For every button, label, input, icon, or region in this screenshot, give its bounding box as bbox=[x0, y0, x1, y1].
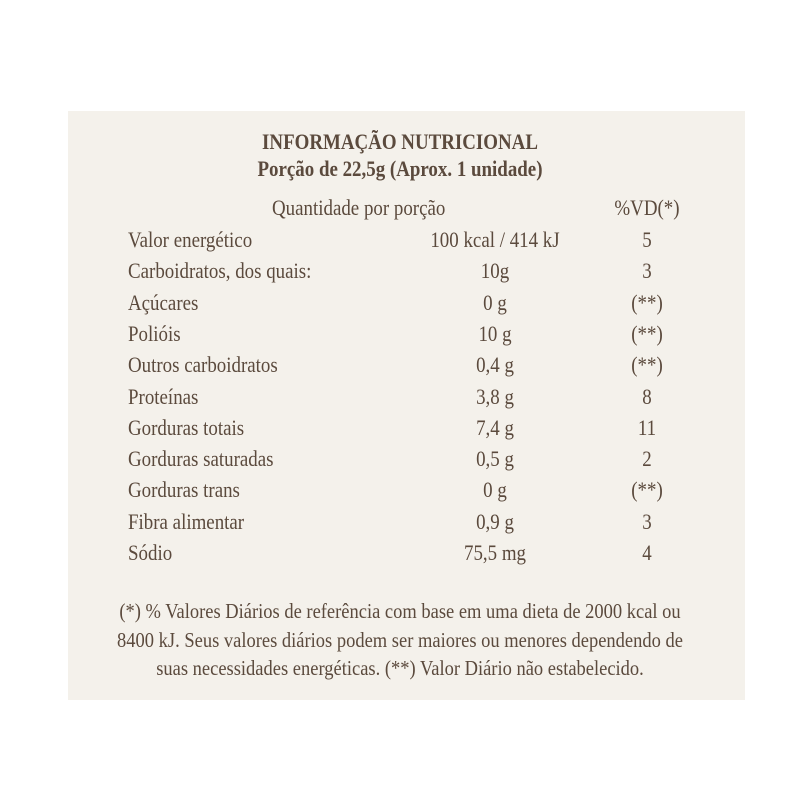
nutrient-row bbox=[0, 509, 800, 535]
column-header-dv: %VD(*) bbox=[614, 195, 680, 220]
nutrient-amount: 3,8 g bbox=[476, 383, 514, 409]
nutrient-label: Gorduras trans bbox=[128, 477, 240, 503]
nutrient-amount: 10 g bbox=[478, 320, 512, 346]
nutrient-row bbox=[0, 540, 800, 566]
nutrient-amount: 0 g bbox=[483, 289, 507, 315]
nutrient-label: Outros carboidratos bbox=[128, 352, 278, 378]
nutrient-dv: 3 bbox=[642, 508, 652, 534]
nutrient-row bbox=[0, 258, 800, 284]
nutrient-amount: 100 kcal / 414 kJ bbox=[430, 227, 560, 252]
nutrient-amount: 0,9 g bbox=[476, 508, 514, 534]
footnote-line-1: (*) % Valores Diários de referência com base em uma dieta de 2000 kcal ou bbox=[119, 599, 681, 623]
column-header-amount: Quantidade por porção bbox=[272, 195, 446, 220]
nutrient-dv: (**) bbox=[631, 352, 663, 378]
nutrient-dv: (**) bbox=[631, 289, 663, 315]
nutrient-dv: 4 bbox=[642, 540, 652, 565]
nutrient-label: Polióis bbox=[128, 320, 181, 346]
nutrient-dv: 3 bbox=[642, 258, 652, 284]
nutrient-row bbox=[0, 352, 800, 378]
nutrient-label: Sódio bbox=[128, 540, 173, 565]
nutrient-dv: (**) bbox=[631, 320, 663, 346]
nutrient-row bbox=[0, 321, 800, 347]
nutrient-amount: 7,4 g bbox=[476, 414, 514, 440]
nutrient-dv: 2 bbox=[642, 446, 652, 472]
nutrient-row bbox=[0, 384, 800, 410]
nutrient-amount: 0,5 g bbox=[476, 446, 514, 472]
nutrition-title: INFORMAÇÃO NUTRICIONAL bbox=[262, 129, 538, 154]
nutrient-row bbox=[0, 446, 800, 472]
nutrient-dv: (**) bbox=[631, 477, 663, 503]
nutrient-dv: 11 bbox=[637, 414, 657, 440]
nutrient-row bbox=[0, 415, 800, 441]
nutrient-label: Carboidratos, dos quais: bbox=[128, 258, 312, 284]
nutrient-label: Açúcares bbox=[128, 289, 199, 315]
nutrient-row bbox=[0, 227, 800, 253]
nutrient-label: Fibra alimentar bbox=[128, 508, 245, 534]
nutrient-dv: 8 bbox=[642, 383, 652, 409]
nutrient-amount: 10g bbox=[480, 258, 510, 284]
nutrient-label: Valor energético bbox=[128, 227, 253, 252]
nutrient-label: Gorduras saturadas bbox=[128, 446, 274, 472]
nutrient-amount: 0,4 g bbox=[476, 352, 514, 378]
nutrient-row bbox=[0, 290, 800, 316]
footnote-line-2: 8400 kJ. Seus valores diários podem ser maiores ou menores dependendo de bbox=[117, 628, 683, 652]
nutrient-amount: 0 g bbox=[483, 477, 507, 503]
nutrient-row bbox=[0, 477, 800, 503]
footnote-line-3: suas necessidades energéticas. (**) Valor Diário não estabelecido. bbox=[156, 656, 644, 680]
nutrient-amount: 75,5 mg bbox=[463, 540, 527, 565]
nutrient-label: Gorduras totais bbox=[128, 414, 245, 440]
nutrient-label: Proteínas bbox=[128, 383, 199, 409]
serving-size: Porção de 22,5g (Aprox. 1 unidade) bbox=[257, 156, 543, 181]
nutrient-dv: 5 bbox=[642, 227, 652, 252]
